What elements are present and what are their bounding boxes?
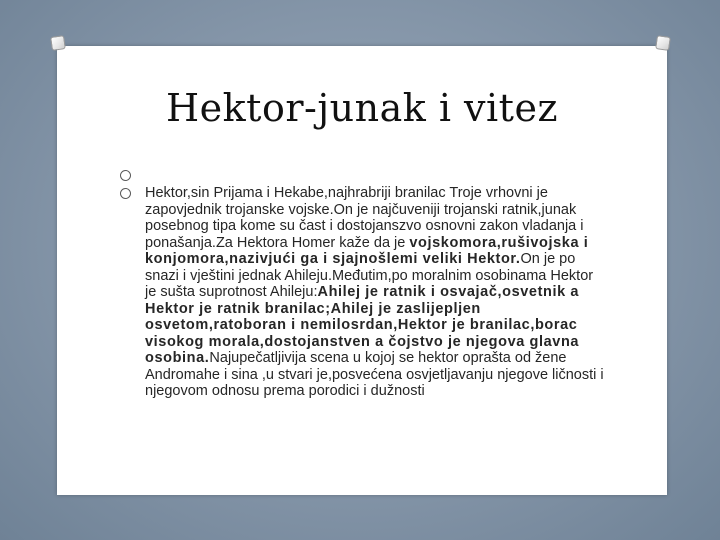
bullet-item-empty bbox=[120, 167, 606, 185]
bullet-text-segment: Najupečatljivija scena u kojoj se hektor oprašta od žene Andromahe i sina ,u stvari je,posvećena osvjetljavanju njegove ličnosti i njegovom odnosu prema porodici i dužnosti bbox=[145, 350, 604, 399]
bullet-circle-icon bbox=[120, 188, 131, 199]
bullet-text-segment: Hektor,sin Prijama i Hekabe,najhrabriji branilac Troje vrhovni je zapovjednik trojanske vojske.On je najčuveniji trojanski ratnik,junak posebnog tipa kome su čast i dostojanszvo osnovni zakon vladanja i ponašanja.Za Hektora Homer kaže da je bbox=[145, 185, 584, 251]
bullet-list bbox=[120, 167, 606, 400]
bullet-text-segment: On je po snazi i vještini jednak Ahileju.Međutim,po moralnim osobinama Hektor je sušta suprotnost Ahileju: bbox=[145, 251, 594, 300]
bullet-item-hektor bbox=[120, 185, 606, 400]
bullet-circle-icon bbox=[120, 170, 131, 181]
bullet-text-bold-segment: vojskomora,rušivojska i konjomora,nazivjući ga i sjajnošlemi veliki Hektor. bbox=[145, 234, 589, 267]
corner-tab-right bbox=[655, 35, 671, 51]
slide-title: Hektor-junak i vitez bbox=[166, 86, 558, 130]
corner-tab-left bbox=[50, 35, 66, 51]
bullet-text-bold-segment: Ahilej je ratnik i osvajač,osvetnik a Hektor je ratnik branilac;Ahilej je zaslijepljen osvetom,ratoboran i nemilosrdan,Hektor je branilac,borac visokog morala,dostojanstven a čojstvo je njegova glavna osobina. bbox=[145, 284, 580, 366]
